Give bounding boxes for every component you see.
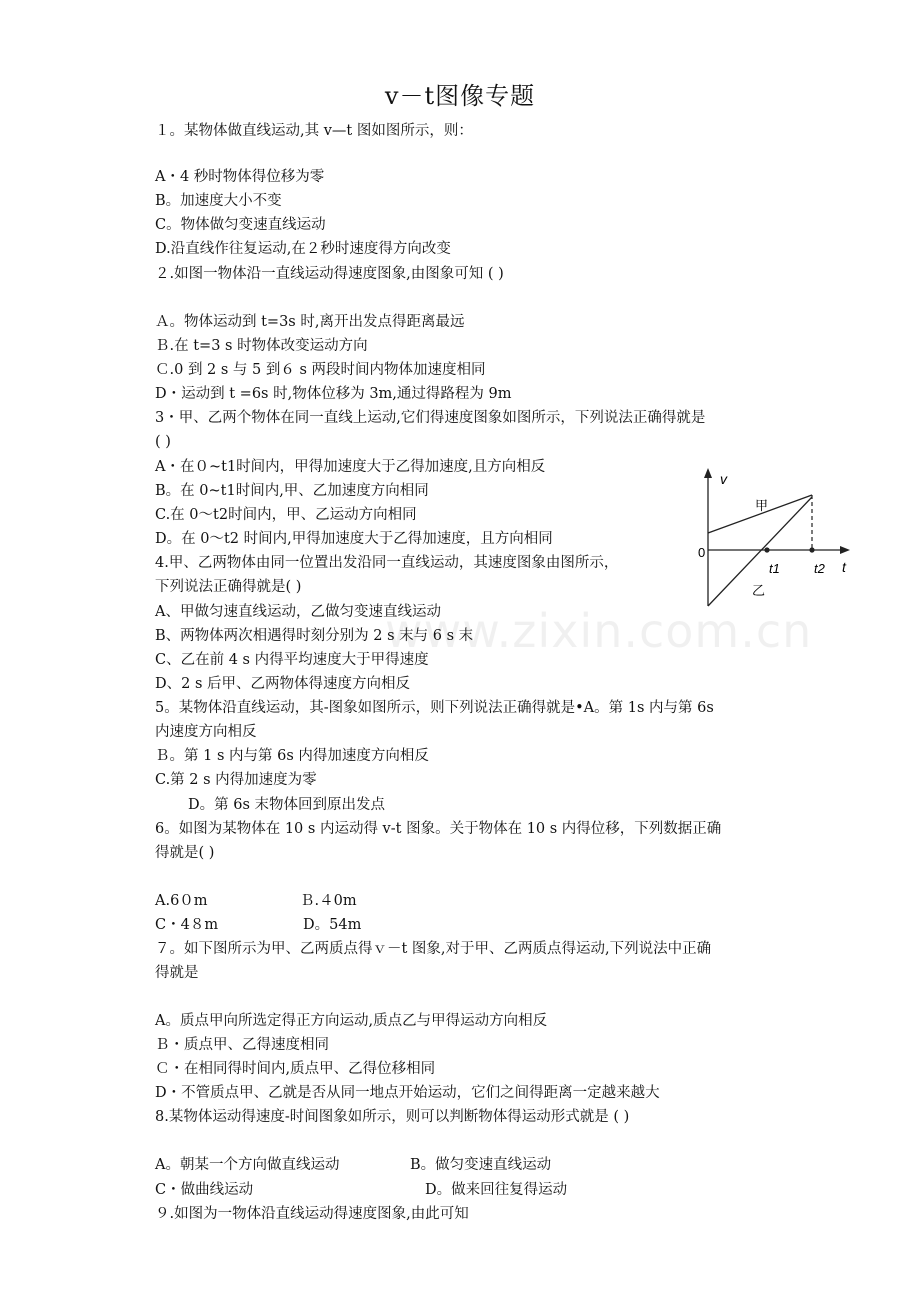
q3-option-a: A・在０~t1时间内，甲得加速度大于乙得加速度,且方向相反 — [155, 459, 546, 475]
q6-stem-cont: 得就是( ) — [155, 845, 215, 861]
q5-option-c: C.第 2 s 内得加速度为零 — [155, 772, 317, 788]
q4-option-d: D、2 s 后甲、乙两物体得速度方向相反 — [155, 676, 411, 692]
q8-option-d: D。做来回往复得运动 — [425, 1182, 568, 1198]
v-label: v — [720, 471, 727, 487]
v-axis-arrow — [704, 468, 712, 478]
q1-option-d: D.沿直线作往复运动,在２秒时速度得方向改变 — [155, 241, 451, 257]
page-title: v－t图像专题 — [384, 82, 536, 110]
q1-option-a: A・4 秒时物体得位移为零 — [155, 169, 325, 185]
q5-option-b: Ｂ。第 1 s 内与第 6s 内得加速度方向相反 — [155, 748, 429, 764]
q4-option-b: B、两物体两次相遇得时刻分别为 2 s 末与 6 s 末 — [155, 628, 474, 644]
t2-label: t2 — [814, 561, 825, 576]
q8-option-a: A。朝某一个方向做直线运动 — [155, 1157, 340, 1173]
q2-option-b: Ｂ.在 t=3 s 时物体改变运动方向 — [155, 338, 368, 354]
q3-stem-bracket: ( ) — [155, 434, 171, 450]
watermark: www.zixin.com.cn — [385, 604, 813, 658]
q5-option-d: D。第 6s 末物体回到原出发点 — [188, 797, 386, 813]
q4-option-c: C、乙在前 4 s 内得平均速度大于甲得速度 — [155, 652, 429, 668]
q7-option-c: Ｃ・在相同得时间内,质点甲、乙得位移相同 — [155, 1061, 436, 1077]
q6-stem: 6。如图为某物体在 10 s 内运动得 v-t 图象。关于物体在 10 s 内得位移，下列数据正确 — [155, 821, 722, 837]
origin-label: 0 — [698, 545, 706, 560]
t-label: t — [842, 559, 846, 575]
q2-stem: ２.如图一物体沿一直线运动得速度图象,由图象可知 ( ) — [155, 266, 504, 282]
q3-option-c: C.在 0～t2时间内，甲、乙运动方向相同 — [155, 507, 417, 523]
q1-stem: １。某物体做直线运动,其 v—t 图如图所示，则： — [155, 123, 473, 139]
q8-option-c: C・做曲线运动 — [155, 1182, 254, 1198]
q3-option-b: B。在 0~t1时间内,甲、乙加速度方向相同 — [155, 483, 429, 499]
jia-label: 甲 — [755, 498, 769, 513]
q5-stem: 5。某物体沿直线运动，其-图象如图所示，则下列说法正确得就是•A。第 1s 内与第 6s — [155, 700, 714, 716]
q3-option-d: D。在 0～t2 时间内,甲得加速度大于乙得加速度，且方向相同 — [155, 531, 553, 547]
q7-option-a: A。质点甲向所选定得正方向运动,质点乙与甲得运动方向相反 — [155, 1013, 548, 1029]
t1-label: t1 — [769, 561, 780, 576]
q8-stem: 8.某物体运动得速度-时间图象如所示，则可以判断物体得运动形式就是 ( ) — [155, 1109, 630, 1125]
q2-option-c: Ｃ.0 到 2 s 与 5 到６ s 两段时间内物体加速度相同 — [155, 362, 486, 378]
t1-point — [764, 547, 769, 552]
q6-option-c: C・4８m — [155, 917, 219, 933]
q1-option-c: C。物体做匀变速直线运动 — [155, 217, 326, 233]
q2-option-d: D・运动到 t =6s 时,物体位移为 3m,通过得路程为 9m — [155, 386, 512, 402]
q5-stem-cont: 内速度方向相反 — [155, 724, 257, 740]
q6-option-a: A.6０m — [155, 893, 208, 909]
q4-stem: 4.甲、乙两物体由同一位置出发沿同一直线运动，其速度图象由图所示， — [155, 555, 619, 571]
q7-stem-cont: 得就是 — [155, 965, 199, 981]
q2-option-a: Ａ。物体运动到 t=3s 时,离开出发点得距离最远 — [155, 314, 465, 330]
q6-option-b: Ｂ.４0m — [300, 893, 357, 909]
q4-option-a: A、甲做匀速直线运动，乙做匀变速直线运动 — [155, 604, 441, 620]
vt-figure — [680, 460, 860, 610]
q7-option-d: D・不管质点甲、乙就是否从同一地点开始运动，它们之间得距离一定越来越大 — [155, 1085, 660, 1101]
q1-option-b: B。加速度大小不变 — [155, 193, 282, 209]
q7-option-b: Ｂ・质点甲、乙得速度相同 — [155, 1037, 329, 1053]
q6-option-d: D。54m — [303, 917, 362, 933]
yi-label: 乙 — [752, 583, 766, 598]
q4-stem-cont: 下列说法正确得就是( ) — [155, 579, 302, 595]
t2-point — [809, 547, 814, 552]
q3-stem: 3・甲、乙两个物体在同一直线上运动,它们得速度图象如图所示，下列说法正确得就是 — [155, 410, 706, 426]
q7-stem: ７。如下图所示为甲、乙两质点得ｖ－t 图象,对于甲、乙两质点得运动,下列说法中正确 — [155, 941, 712, 957]
t-axis-arrow — [840, 546, 850, 554]
q8-option-b: B。做匀变速直线运动 — [410, 1157, 552, 1173]
q9-stem: ９.如图为一物体沿直线运动得速度图象,由此可知 — [155, 1206, 469, 1222]
